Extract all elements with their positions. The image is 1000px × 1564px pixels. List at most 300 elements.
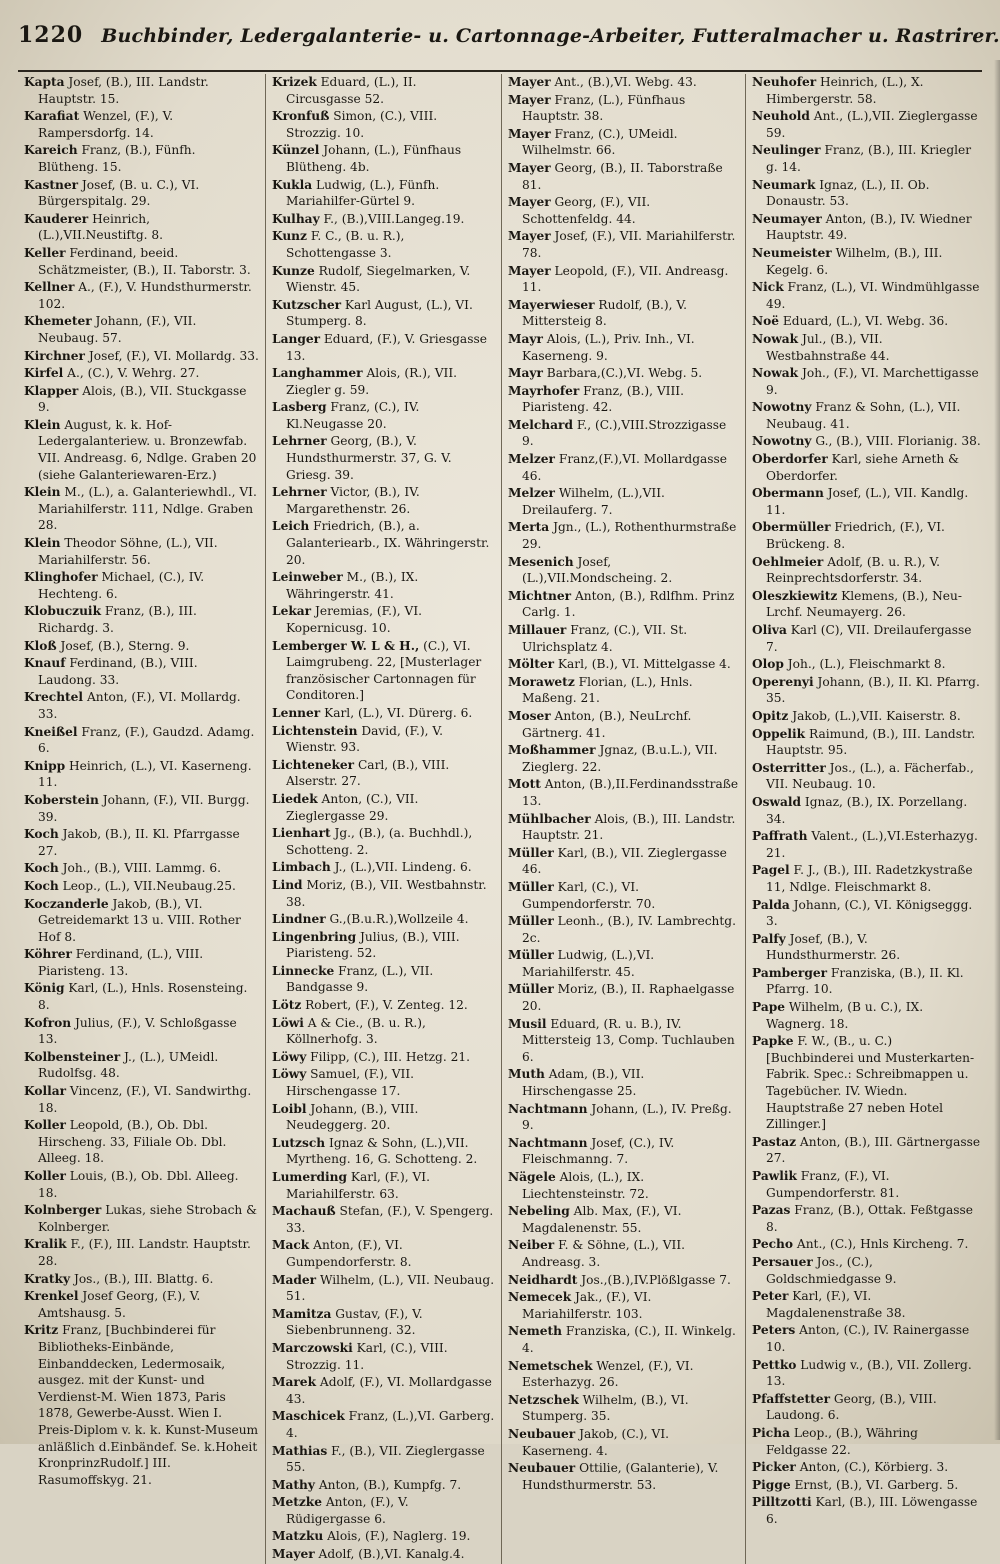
directory-entry: [508, 1358, 739, 1391]
directory-entry: [24, 878, 259, 895]
entry-name: Kauderer: [24, 211, 89, 226]
entry-details: Anton, (F.), VI. Mollardg. 33.: [38, 690, 241, 721]
entry-details: Jos., (C.), Goldschmiedgasse 9.: [766, 1254, 897, 1286]
entry-name: Oberdorfer: [752, 452, 828, 467]
entry-name: Neulinger: [752, 143, 821, 158]
entry-name: Palda: [752, 897, 790, 912]
entry-details: Franz, [Buchbinderei für Bibliotheks-Einbände, Einbanddecken, Ledermosaik, ausgez. mit der Kunst- und Verdienst-M. Wien 1873, Paris 1878, Gewerbe-Ausst. Wien I. Preis-Diplom v. k. k. Kunst-Museum anläßlich d.Einbändef. Se. k.Hoheit KronprinzRudolf.] III. Rasumoffskyg. 21.: [38, 1323, 259, 1487]
entry-details: Heinrich,(L.),VII.Neustiftg. 8.: [38, 211, 164, 243]
directory-entry: [272, 1015, 495, 1048]
entry-name: Müller: [508, 845, 554, 860]
entry-name: Kirfel: [24, 366, 64, 381]
entry-name: Kunze: [272, 263, 315, 278]
entry-details: Anton, (B.), Kumpfg. 7.: [314, 1477, 462, 1492]
entry-name: Nick: [752, 280, 784, 295]
directory-entry: [272, 1135, 495, 1168]
directory-entry: [272, 1272, 495, 1305]
directory-entry: [752, 1033, 982, 1133]
entry-details: Johann, (B.), VIII. Neudeggerg. 20.: [286, 1101, 419, 1133]
directory-entry: [272, 723, 495, 756]
entry-details: Ferdinand, beeid. Schätzmeister, (B.), II. Taborstr. 3.: [38, 245, 251, 277]
entry-name: Kellner: [24, 280, 75, 295]
entry-details: Leop., (L.), VII.Neubaug.25.: [58, 878, 236, 893]
entry-name: Muth: [508, 1067, 545, 1082]
directory-entry: [24, 365, 259, 382]
entry-details: Valent., (L.),VI.Esterhazyg. 21.: [766, 829, 978, 860]
entry-details: Ant., (B.),VI. Webg. 43.: [550, 75, 697, 89]
entry-name: Mader: [272, 1272, 317, 1287]
entry-name: Lehrner: [272, 485, 327, 500]
entry-details: (C.), VI. Laimgrubeng. 22, [Musterlager französischer Cartonnagen für Conditoren.]: [286, 638, 482, 703]
directory-entry: [272, 108, 495, 141]
entry-details: Franz, (L.), Fünfhaus Hauptstr. 38.: [522, 92, 686, 124]
entry-name: Operenyi: [752, 674, 814, 689]
entry-name: Picker: [752, 1460, 796, 1475]
entry-name: Lehrner: [272, 434, 327, 449]
entry-details: Theodor Söhne, (L.), VII. Mariahilferstr. 56.: [38, 536, 218, 567]
entry-name: Picha: [752, 1425, 790, 1440]
entry-name: Merta: [508, 520, 550, 535]
directory-entry: [508, 74, 739, 91]
entry-details: Karl, (F.), VI. Mariahilferstr. 63.: [286, 1170, 430, 1201]
entry-name: Knauf: [24, 656, 66, 671]
entry-details: Barbara,(C.),VI. Webg. 5.: [542, 366, 703, 381]
directory-entry: [752, 451, 982, 484]
entry-name: Pastaz: [752, 1134, 797, 1149]
directory-entry: [508, 383, 739, 416]
entry-details: Alois, (B.), III. Landstr. Hauptstr. 21.: [522, 811, 736, 843]
entry-details: Robert, (F.), V. Zenteg. 12.: [301, 998, 468, 1013]
entry-details: Vincenz, (F.), VI. Sandwirthg. 18.: [38, 1084, 252, 1115]
directory-entry: [272, 929, 495, 962]
directory-entry: [24, 860, 259, 877]
directory-entry: [272, 177, 495, 210]
entry-name: Noë: [752, 314, 780, 329]
entry-name: Pettko: [752, 1357, 797, 1372]
entry-details: Johann, (L.), IV. Preßg. 9.: [522, 1101, 732, 1133]
entry-details: Alois, (B.), VII. Stuckgasse 9.: [38, 383, 247, 415]
directory-entry: [508, 588, 739, 621]
directory-entry: [24, 1117, 259, 1167]
entry-name: Mayer: [508, 195, 551, 210]
entry-name: Mölter: [508, 657, 555, 672]
directory-entry: [508, 622, 739, 655]
entry-name: Leich: [272, 519, 310, 534]
entry-details: Ignaz, (L.), II. Ob. Donaustr. 53.: [766, 177, 930, 209]
entry-details: Anton, (C.), IV. Rainergasse 10.: [766, 1323, 970, 1354]
entry-details: Ant., (L.),VII. Zieglergasse 59.: [766, 109, 978, 140]
entry-name: Lumerding: [272, 1170, 348, 1184]
entry-name: Nowotny: [752, 434, 812, 449]
entry-details: Karl, (B.), III. Löwengasse 6.: [766, 1495, 978, 1526]
directory-entry: [24, 792, 259, 825]
entry-details: Ludwig, (L.),VI. Mariahilferstr. 45.: [522, 948, 655, 979]
entry-name: Lingenbring: [272, 929, 357, 944]
entry-details: Franz, (C.), UMeidl. Wilhelmstr. 66.: [522, 126, 678, 158]
entry-details: F., (F.), III. Landstr. Hauptstr. 28.: [38, 1237, 251, 1268]
entry-details: Michael, (C.), IV. Hechteng. 6.: [38, 570, 205, 601]
directory-entry: [508, 263, 739, 296]
directory-entry: [508, 981, 739, 1014]
directory-entry: [752, 931, 982, 964]
entry-details: Eduard, (L.), VI. Webg. 36.: [779, 314, 949, 329]
directory-entry: [752, 1134, 982, 1167]
column-3: [502, 74, 746, 1564]
entry-name: Nemecek: [508, 1290, 572, 1305]
directory-entry: [272, 1443, 495, 1476]
entry-details: Georg, (B.), II. Taborstraße 81.: [522, 160, 723, 192]
column-2: [266, 74, 502, 1564]
directory-entry: [272, 211, 495, 228]
directory-entry: [752, 519, 982, 552]
directory-entry: [272, 263, 495, 296]
entry-name: Pfaffstetter: [752, 1391, 830, 1406]
entry-name: Mayer: [508, 263, 551, 278]
entry-name: Leinweber: [272, 570, 343, 585]
entry-details: Alois, (F.), Naglerg. 19.: [323, 1529, 471, 1544]
directory-entry: [508, 1016, 739, 1066]
directory-entry: [24, 1202, 259, 1235]
directory-entry: [508, 554, 739, 587]
entry-name: Müller: [508, 914, 554, 929]
entry-name: Lutzsch: [272, 1135, 326, 1150]
entry-name: Löwy: [272, 1049, 307, 1064]
entry-details: Alois, (L.), Priv. Inh., VI. Kaserneng. 9.: [522, 331, 695, 363]
entry-name: Koch: [24, 861, 59, 876]
entry-name: Mayer: [508, 126, 551, 141]
entry-name: Kirchner: [24, 348, 85, 363]
entry-details: Josef, (F.), VII. Mariahilferstr. 78.: [522, 229, 736, 260]
entry-details: Karl, siehe Arneth & Oberdorfer.: [766, 452, 959, 483]
entry-details: Josef,(L.),VII.Mondscheing. 2.: [522, 554, 673, 586]
entry-name: Nemeth: [508, 1324, 563, 1339]
directory-entry: [272, 1494, 495, 1527]
entry-name: Obermann: [752, 486, 824, 501]
entry-name: Kutzscher: [272, 297, 342, 312]
entry-name: Mayr: [508, 331, 543, 346]
entry-details: Karl, (L.), Hnls. Rosensteing. 8.: [38, 981, 248, 1013]
directory-entry: [508, 947, 739, 980]
entry-name: Müller: [508, 879, 554, 894]
directory-entry: [752, 862, 982, 895]
entry-details: Anton, (F.), V. Rüdigergasse 6.: [286, 1495, 409, 1526]
entry-details: Anton, (B.), NeuLrchf. Gärtnerg. 41.: [522, 708, 692, 740]
directory-entry: [752, 1254, 982, 1287]
entry-name: Persauer: [752, 1254, 813, 1269]
directory-entry: [24, 569, 259, 602]
entry-name: Marczowski: [272, 1340, 353, 1355]
entry-details: Johann, (F.), VII. Neubaug. 57.: [38, 314, 197, 345]
entry-details: J., (L.), UMeidl. Rudolfsg. 48.: [38, 1049, 219, 1081]
directory-entry: [752, 965, 982, 998]
directory-entry: [508, 160, 739, 193]
entry-name: Karafiat: [24, 109, 80, 124]
entry-details: Franz, (B.), III. Kriegler g. 14.: [766, 143, 972, 174]
entry-details: Eduard, (F.), V. Griesgasse 13.: [286, 331, 487, 363]
directory-entry: [752, 999, 982, 1032]
entry-details: Jeremias, (F.), VI. Kopernicusg. 10.: [286, 604, 423, 635]
directory-entry: [24, 1271, 259, 1288]
entry-name: Nemetschek: [508, 1358, 593, 1373]
entry-details: Carl, (B.), VIII. Alserstr. 27.: [286, 757, 450, 789]
entry-name: Moser: [508, 708, 551, 723]
entry-name: Kastner: [24, 177, 79, 192]
directory-entry: [508, 1135, 739, 1168]
directory-entry: [752, 828, 982, 861]
entry-details: Anton, (B.), Rdlfhm. Prinz Carlg. 1.: [522, 588, 735, 620]
entry-details: M., (L.), a. Galanteriewhdl., VI. Mariahilferstr. 111, Ndlge. Graben 28.: [38, 485, 257, 533]
entry-name: Koczanderle: [24, 896, 109, 911]
entry-details: Rudolf, Siegelmarken, V. Wienstr. 45.: [286, 263, 471, 295]
entry-name: Matzku: [272, 1529, 324, 1544]
entry-name: Papke: [752, 1034, 794, 1049]
entry-name: Mamitza: [272, 1306, 332, 1321]
entry-details: Klemens, (B.), Neu-Lrchf. Neumayerg. 26.: [766, 588, 962, 620]
directory-entry: [752, 177, 982, 210]
entry-details: Anton, (C.), VII. Zieglergasse 29.: [286, 791, 419, 823]
directory-entry: [508, 674, 739, 707]
directory-entry: [272, 1049, 495, 1066]
directory-entry: [752, 656, 982, 673]
entry-name: Koberstein: [24, 792, 99, 807]
entry-name: Mayr: [508, 366, 543, 381]
entry-details: Josef, (B.), III. Landstr. Hauptstr. 15.: [38, 75, 209, 106]
directory-entry: [24, 348, 259, 365]
entry-details: Anton, (C.), Körbierg. 3.: [795, 1460, 949, 1475]
entry-details: A., (F.), V. Hundsthurmerstr. 102.: [38, 280, 252, 311]
directory-entry: [24, 383, 259, 416]
running-title: Buchbinder, Ledergalanterie- u. Cartonnage-Arbeiter, Futteralmacher u. Rastrirer.: [101, 25, 1000, 47]
entry-name: Mathy: [272, 1477, 315, 1492]
directory-entry: [508, 1237, 739, 1270]
directory-entry: [752, 760, 982, 793]
entry-details: Raimund, (B.), III. Landstr. Hauptstr. 95.: [766, 726, 976, 758]
entry-details: G.,(B.u.R.),Wollzeile 4.: [325, 912, 469, 927]
entry-details: A., (C.), V. Wehrg. 27.: [63, 366, 200, 381]
entry-details: Anton, (F.), VI. Gumpendorferstr. 8.: [286, 1238, 412, 1269]
entry-name: Mühlbacher: [508, 811, 591, 826]
directory-entry: [508, 1289, 739, 1322]
entry-name: Klein: [24, 417, 61, 432]
entry-details: Friedrich, (B.), a. Galanteriearb., IX. Währingerstr. 20.: [286, 519, 490, 567]
directory-entry: [272, 399, 495, 432]
directory-entry: [752, 708, 982, 725]
entry-name: Kulhay: [272, 211, 320, 226]
directory-entry: [508, 1101, 739, 1134]
entry-details: Jos., (L.), a. Fächerfab., VII. Neubaug. 10.: [766, 760, 974, 792]
directory-entry: [24, 535, 259, 568]
entry-name: Marek: [272, 1375, 317, 1390]
entry-name: Michtner: [508, 588, 572, 603]
directory-entry: [752, 1459, 982, 1476]
directory-entry: [272, 825, 495, 858]
entry-details: Lukas, siehe Strobach & Kolnberger.: [38, 1203, 257, 1234]
entry-name: Kloß: [24, 638, 57, 653]
directory-entry: [272, 705, 495, 722]
directory-entry: [272, 859, 495, 876]
entry-details: Wilhelm, (L.),VII. Dreilauferg. 7.: [522, 486, 665, 517]
entry-name: Neuhofer: [752, 75, 817, 89]
entry-name: Neumark: [752, 177, 816, 192]
entry-name: Kronfuß: [272, 109, 330, 124]
directory-entry: [24, 1083, 259, 1116]
entry-details: Ferdinand, (L.), VIII. Piaristeng. 13.: [38, 947, 204, 978]
directory-entry: [752, 365, 982, 398]
directory-entry: [508, 656, 739, 673]
directory-entry: [24, 313, 259, 346]
directory-entry: [508, 811, 739, 844]
directory-entry: [752, 1168, 982, 1201]
entry-details: Franziska, (B.), II. Kl. Pfarrg. 10.: [766, 965, 964, 997]
entry-details: Alois, (L.), IX. Liechtensteinstr. 72.: [522, 1170, 649, 1201]
directory-entry: [272, 1477, 495, 1494]
entry-name: Lichteneker: [272, 757, 355, 772]
directory-entry: [272, 757, 495, 790]
entry-name: Lasberg: [272, 400, 327, 415]
directory-entry: [272, 142, 495, 175]
entry-details: Josef Georg, (F.), V. Amtshausg. 5.: [38, 1289, 201, 1320]
entry-name: Kapta: [24, 75, 65, 89]
entry-details: Franziska, (C.), II. Winkelg. 4.: [522, 1324, 736, 1355]
entry-name: Neubauer: [508, 1461, 576, 1476]
entry-name: Mayer: [508, 229, 551, 244]
directory-entry: [752, 108, 982, 141]
directory-entry: [752, 1425, 982, 1458]
entry-details: Friedrich, (F.), VI. Brückeng. 8.: [766, 520, 945, 552]
directory-entry: [272, 1374, 495, 1407]
directory-entry: [752, 485, 982, 518]
directory-entry: [24, 655, 259, 688]
entry-name: Kareich: [24, 143, 78, 158]
entry-details: Josef, (B. u. C.), VI. Bürgerspitalg. 29.: [38, 177, 200, 209]
entry-details: Franz, (B.), III. Richardg. 3.: [38, 604, 197, 635]
directory-entry: [508, 1323, 739, 1356]
column-4: [746, 74, 988, 1564]
entry-name: Nägele: [508, 1170, 556, 1184]
entry-details: Adam, (B.), VII. Hirschengasse 25.: [522, 1067, 645, 1099]
entry-name: Machauß: [272, 1204, 336, 1219]
entry-name: Nowak: [752, 331, 799, 346]
entry-name: Peter: [752, 1289, 789, 1304]
directory-entry: [24, 211, 259, 244]
entry-name: Musil: [508, 1016, 547, 1031]
directory-entry: [508, 126, 739, 159]
entry-name: Pawlik: [752, 1169, 797, 1183]
entry-details: Johann, (B.), II. Kl. Pfarrg. 35.: [766, 674, 980, 706]
directory-entry: [272, 1546, 495, 1563]
entry-details: Gustav, (F.), V. Siebenbrunneng. 32.: [286, 1306, 423, 1338]
directory-entry: [24, 826, 259, 859]
entry-details: Josef, (F.), VI. Mollardg. 33.: [84, 348, 259, 363]
entry-name: Oehlmeier: [752, 554, 824, 569]
entry-details: Filipp, (C.), III. Hetzg. 21.: [306, 1049, 470, 1064]
directory-entry: [24, 980, 259, 1013]
entry-name: Klinghofer: [24, 570, 98, 585]
entry-name: Peters: [752, 1323, 796, 1338]
entry-name: Opitz: [752, 708, 789, 723]
directory-entry: [508, 1203, 739, 1236]
entry-details: Karl, (B.), VI. Mittelgasse 4.: [554, 657, 731, 672]
directory-entry: [508, 1460, 739, 1493]
entry-details: Ludwig v., (B.), VII. Zollerg. 13.: [766, 1357, 972, 1389]
directory-entry: [24, 689, 259, 722]
entry-details: Karl, (C.), VIII. Strozzig. 11.: [286, 1340, 448, 1372]
entry-details: Georg, (F.), VII. Schottenfeldg. 44.: [522, 195, 651, 226]
directory-entry: [24, 1049, 259, 1082]
directory-entry: [24, 484, 259, 534]
directory-entry: [752, 588, 982, 621]
directory-entry: [272, 638, 495, 704]
directory-entry: [752, 331, 982, 364]
entry-name: Löwy: [272, 1067, 307, 1082]
entry-name: Pamberger: [752, 965, 828, 980]
entry-name: Oppelik: [752, 726, 806, 741]
directory-entry: [272, 331, 495, 364]
entry-name: Lemberger W. L & H.,: [272, 638, 420, 653]
directory-entry: [508, 228, 739, 261]
entry-name: Paffrath: [752, 829, 808, 844]
entry-name: Knipp: [24, 758, 66, 773]
directory-entry: [272, 1101, 495, 1134]
entry-details: G., (B.), VIII. Florianig. 38.: [811, 434, 981, 449]
entry-details: Leopold, (F.), VII. Andreasg. 11.: [522, 263, 729, 295]
directory-entry: [508, 1169, 739, 1202]
entry-name: Mesenich: [508, 554, 574, 569]
entry-name: Morawetz: [508, 674, 575, 689]
entry-details: Florian, (L.), Hnls. Maßeng. 21.: [522, 674, 693, 706]
entry-details: Wilhelm, (B.), III. Kegelg. 6.: [766, 245, 943, 277]
directory-entry: [272, 963, 495, 996]
entry-name: Krenkel: [24, 1289, 79, 1304]
directory-entry: [272, 228, 495, 261]
directory-entry: [508, 1272, 739, 1289]
entry-name: Klein: [24, 536, 61, 551]
entry-name: Pilltzotti: [752, 1495, 812, 1510]
directory-entry: [508, 451, 739, 484]
directory-entry: [752, 1494, 982, 1527]
entry-details: Johann, (C.), VI. Königseggg. 3.: [766, 897, 973, 929]
entry-details: Franz, (B.), VIII. Piaristeng. 42.: [522, 383, 684, 415]
directory-entry: [272, 911, 495, 928]
entry-details: Jgnaz, (B.u.L.), VII. Zieglerg. 22.: [522, 743, 718, 774]
entry-details: Franz, (L.), VII. Bandgasse 9.: [286, 963, 434, 995]
entry-details: Heinrich, (L.), VI. Kaserneng. 11.: [38, 758, 252, 790]
directory-entry: [24, 177, 259, 210]
directory-entry: [752, 1202, 982, 1235]
directory-entry: [752, 622, 982, 655]
entry-details: Leonh., (B.), IV. Lambrechtg. 2c.: [522, 914, 736, 945]
entry-name: Klein: [24, 485, 61, 500]
entry-name: Lienhart: [272, 826, 331, 841]
entry-details: Franz, (L.),VI. Garberg. 4.: [286, 1409, 495, 1440]
entry-name: Müller: [508, 948, 554, 963]
directory-entry: [24, 1236, 259, 1269]
entry-name: Kunz: [272, 229, 307, 244]
entry-name: Pigge: [752, 1477, 791, 1492]
entry-name: Mathias: [272, 1443, 328, 1458]
directory-entry: [508, 742, 739, 775]
entry-details: David, (F.), V. Wienstr. 93.: [286, 723, 443, 755]
directory-entry: [752, 433, 982, 450]
directory-entry: [508, 194, 739, 227]
entry-details: Jakob, (L.),VII. Kaiserstr. 8.: [788, 708, 961, 723]
entry-details: Julius, (B.), VIII. Piaristeng. 52.: [286, 929, 460, 961]
entry-name: Mayer: [272, 1547, 315, 1562]
directory-entry: [508, 1392, 739, 1425]
directory-entry: [24, 1288, 259, 1321]
entry-name: Moßhammer: [508, 743, 596, 758]
directory-entry: [272, 297, 495, 330]
